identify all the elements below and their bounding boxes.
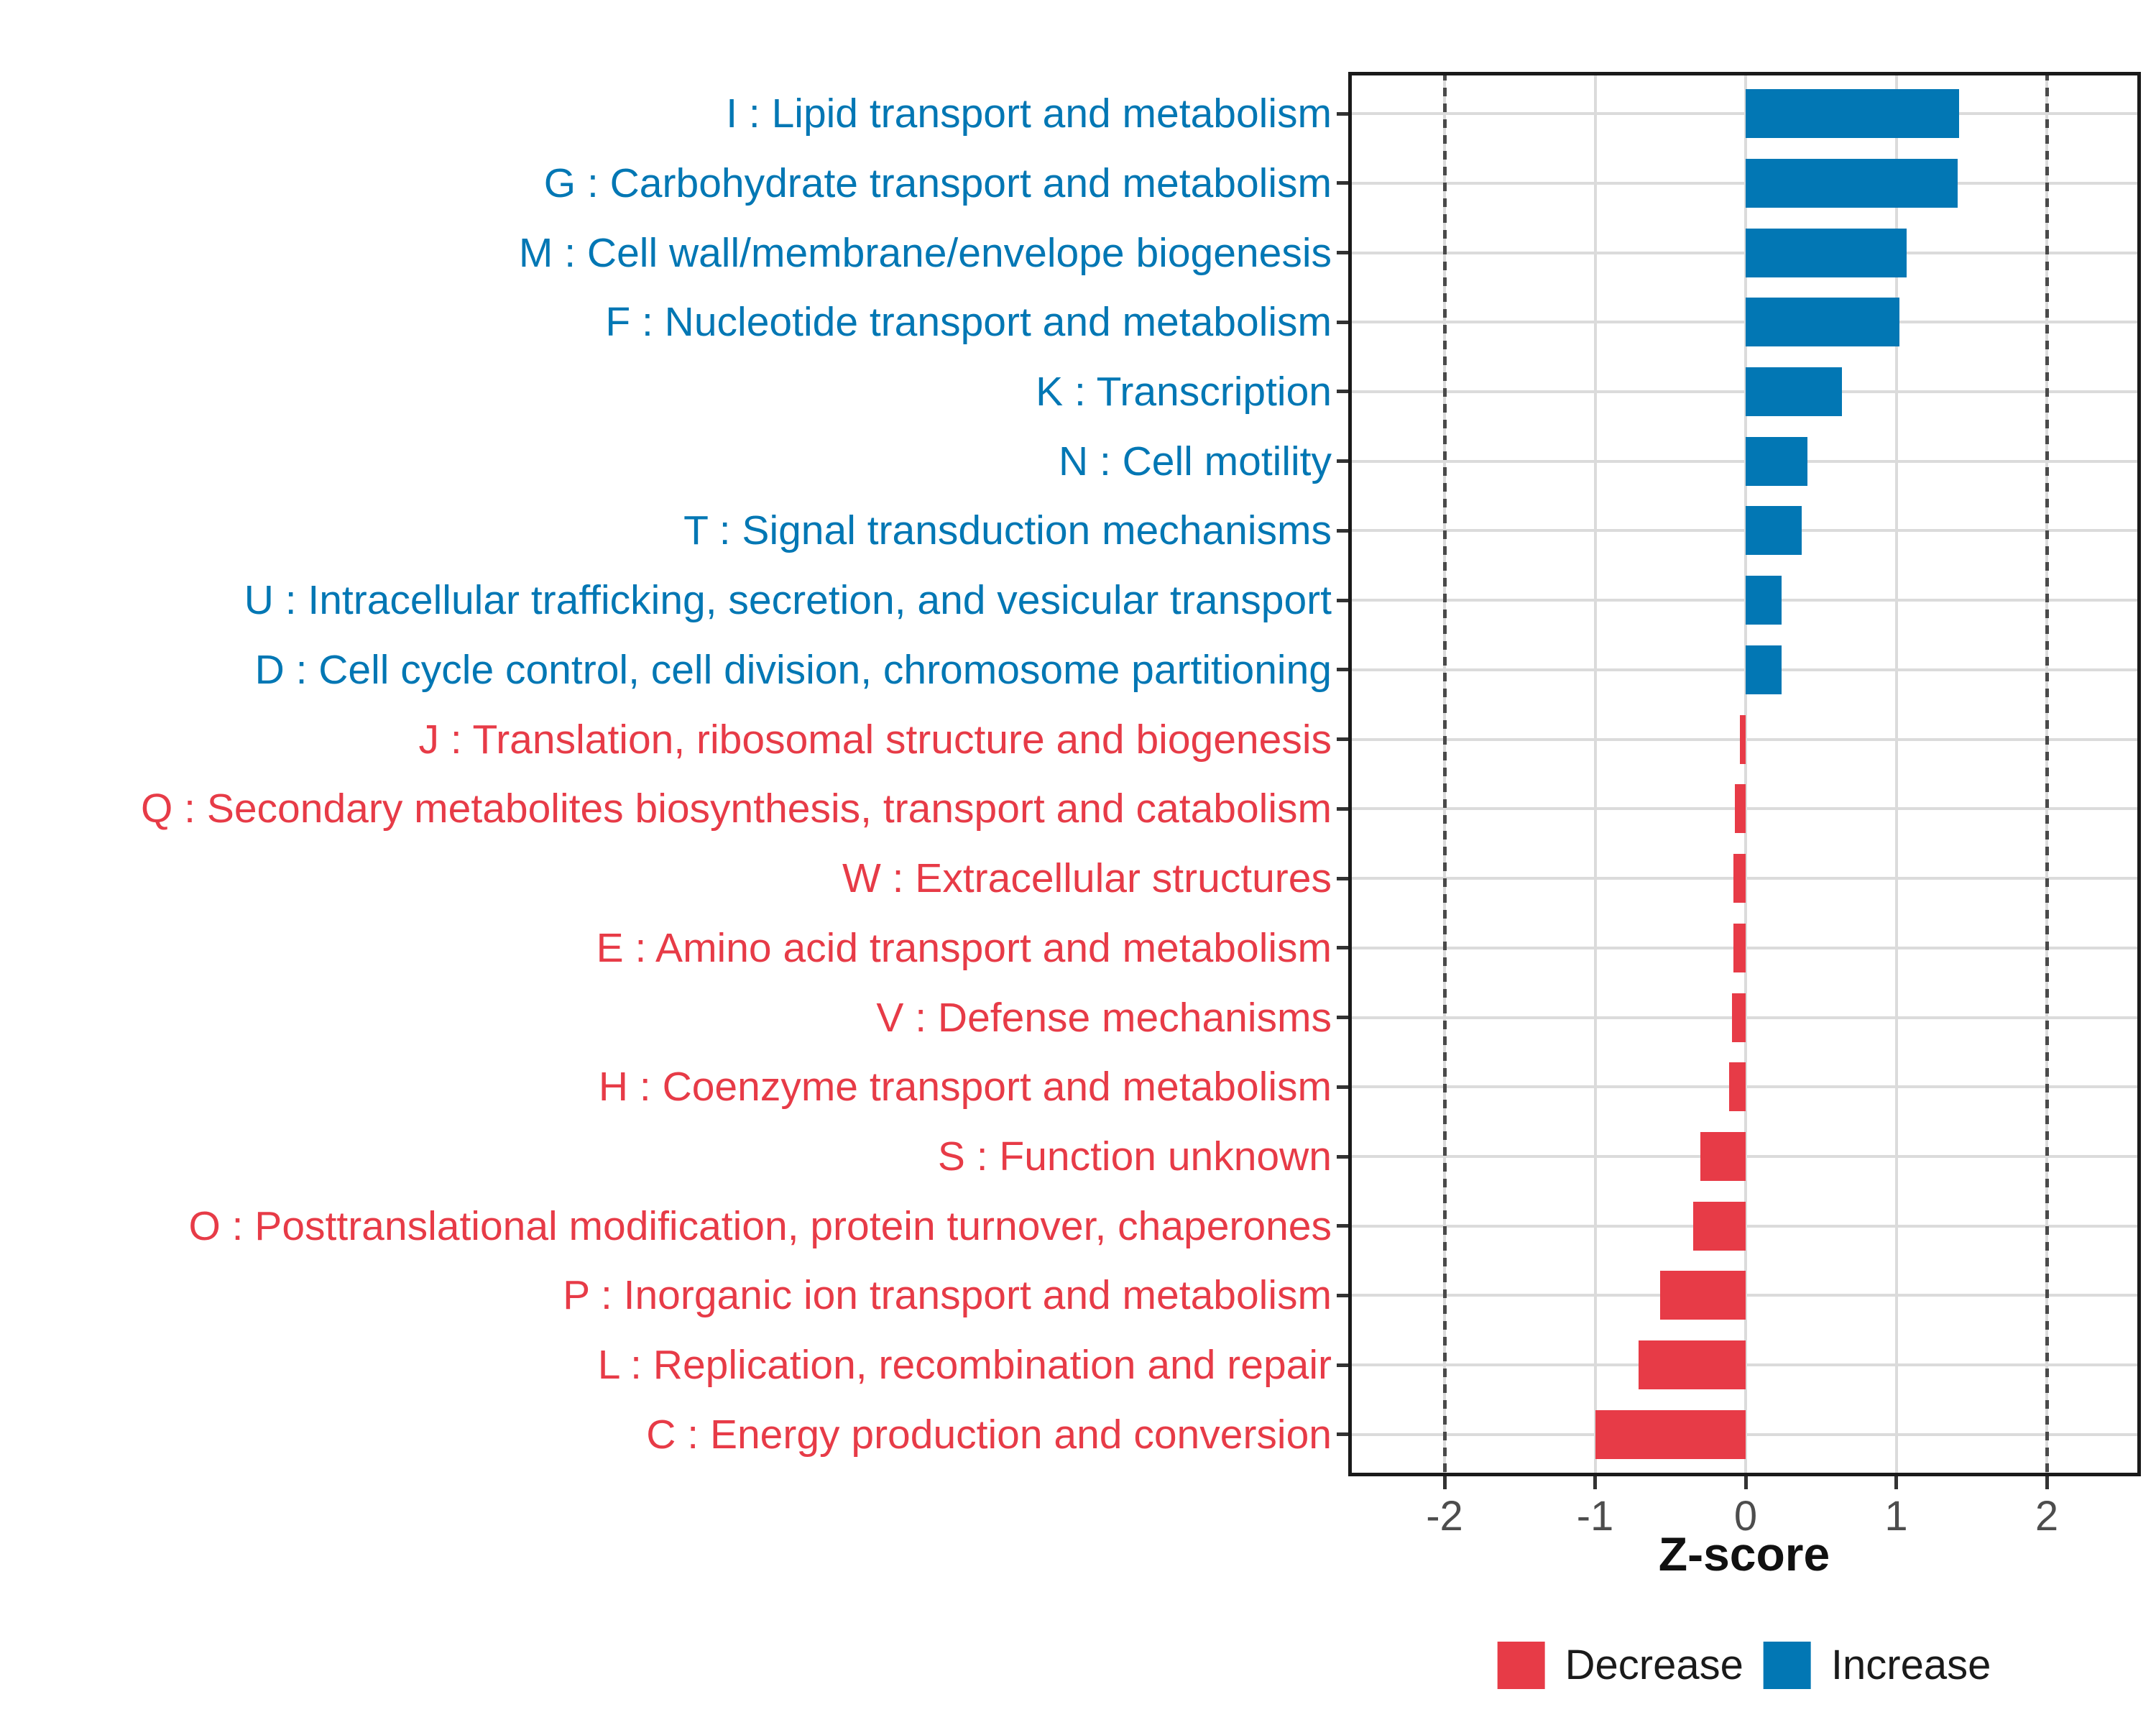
y-axis-label: P : Inorganic ion transport and metabolism bbox=[563, 1272, 1332, 1319]
y-tick-mark bbox=[1337, 1155, 1348, 1159]
y-axis-label: O : Posttranslational modification, protein turnover, chaperones bbox=[188, 1202, 1332, 1249]
bar-K bbox=[1746, 367, 1842, 416]
y-tick-mark bbox=[1337, 529, 1348, 533]
bar-U bbox=[1746, 576, 1782, 625]
y-tick-mark bbox=[1337, 251, 1348, 254]
bar-M bbox=[1746, 229, 1907, 277]
y-axis-label: N : Cell motility bbox=[1058, 438, 1332, 484]
bar-I bbox=[1746, 89, 1959, 138]
y-tick-mark bbox=[1337, 668, 1348, 671]
bar-C bbox=[1595, 1410, 1746, 1459]
bar-L bbox=[1639, 1340, 1746, 1389]
y-tick-mark bbox=[1337, 1294, 1348, 1297]
x-tick-label: 2 bbox=[2035, 1493, 2059, 1540]
reference-line bbox=[1443, 72, 1447, 1476]
y-tick-mark bbox=[1337, 181, 1348, 185]
y-axis-label: V : Defense mechanisms bbox=[876, 994, 1332, 1041]
legend-swatch-increase bbox=[1764, 1642, 1811, 1689]
y-axis-label: K : Transcription bbox=[1036, 368, 1332, 415]
y-tick-mark bbox=[1337, 1016, 1348, 1019]
bar-G bbox=[1746, 159, 1958, 208]
bar-D bbox=[1746, 645, 1782, 694]
y-axis-label: E : Amino acid transport and metabolism bbox=[596, 924, 1332, 971]
x-tick-mark bbox=[1894, 1476, 1898, 1489]
legend bbox=[1498, 1642, 1991, 1689]
bar-O bbox=[1693, 1202, 1746, 1251]
x-tick-mark bbox=[2045, 1476, 2049, 1489]
x-tick-label: 0 bbox=[1733, 1493, 1758, 1540]
x-axis-title: Z-score bbox=[1658, 1527, 1830, 1581]
y-tick-mark bbox=[1337, 877, 1348, 880]
reference-line bbox=[2045, 72, 2049, 1476]
y-axis-label: C : Energy production and conversion bbox=[646, 1411, 1332, 1458]
y-axis-label: W : Extracellular structures bbox=[842, 855, 1332, 902]
y-tick-mark bbox=[1337, 1363, 1348, 1367]
gridline-vertical bbox=[1594, 72, 1597, 1476]
y-axis-label: U : Intracellular trafficking, secretion, and vesicular transport bbox=[244, 577, 1332, 624]
plot-panel bbox=[1348, 72, 2141, 1476]
legend-label: Decrease bbox=[1565, 1642, 1743, 1688]
bar-F bbox=[1746, 298, 1899, 346]
bar-H bbox=[1729, 1062, 1746, 1111]
bar-T bbox=[1746, 506, 1802, 555]
y-tick-mark bbox=[1337, 737, 1348, 741]
y-tick-mark bbox=[1337, 459, 1348, 463]
y-tick-mark bbox=[1337, 1224, 1348, 1228]
y-axis-label: I : Lipid transport and metabolism bbox=[726, 91, 1332, 137]
y-axis-label: H : Coenzyme transport and metabolism bbox=[598, 1064, 1332, 1110]
y-axis-label: J : Translation, ribosomal structure and biogenesis bbox=[418, 716, 1332, 763]
y-tick-mark bbox=[1337, 946, 1348, 949]
legend-swatch-decrease bbox=[1498, 1642, 1545, 1689]
bar-E bbox=[1733, 924, 1746, 972]
y-tick-mark bbox=[1337, 112, 1348, 116]
y-tick-mark bbox=[1337, 599, 1348, 602]
y-tick-mark bbox=[1337, 390, 1348, 393]
gridline-vertical bbox=[1744, 72, 1747, 1476]
y-tick-mark bbox=[1337, 807, 1348, 811]
y-axis-label: G : Carbohydrate transport and metabolism bbox=[543, 160, 1332, 206]
bar-J bbox=[1740, 715, 1746, 764]
y-axis-label: S : Function unknown bbox=[937, 1133, 1332, 1180]
y-axis-label: D : Cell cycle control, cell division, chromosome partitioning bbox=[254, 646, 1332, 693]
y-axis-label: Q : Secondary metabolites biosynthesis, transport and catabolism bbox=[140, 786, 1332, 832]
bar-N bbox=[1746, 437, 1807, 486]
legend-label: Increase bbox=[1830, 1642, 1991, 1688]
bar-S bbox=[1700, 1132, 1746, 1181]
bar-Q bbox=[1735, 784, 1746, 833]
x-tick-label: 1 bbox=[1884, 1493, 1908, 1540]
bar-W bbox=[1733, 854, 1746, 903]
x-tick-label: -2 bbox=[1426, 1493, 1463, 1540]
y-axis-label: M : Cell wall/membrane/envelope biogenesis bbox=[518, 229, 1332, 276]
bar-P bbox=[1660, 1271, 1746, 1320]
x-tick-mark bbox=[1593, 1476, 1597, 1489]
bar-V bbox=[1732, 993, 1746, 1042]
y-tick-mark bbox=[1337, 321, 1348, 324]
y-axis-label: T : Signal transduction mechanisms bbox=[683, 507, 1332, 554]
y-axis-label: F : Nucleotide transport and metabolism bbox=[605, 299, 1332, 346]
x-tick-label: -1 bbox=[1576, 1493, 1614, 1540]
x-tick-mark bbox=[1744, 1476, 1748, 1489]
x-tick-mark bbox=[1443, 1476, 1447, 1489]
gridline-vertical bbox=[1895, 72, 1898, 1476]
y-tick-mark bbox=[1337, 1085, 1348, 1089]
y-tick-mark bbox=[1337, 1432, 1348, 1436]
y-axis-label: L : Replication, recombination and repair bbox=[597, 1342, 1332, 1389]
